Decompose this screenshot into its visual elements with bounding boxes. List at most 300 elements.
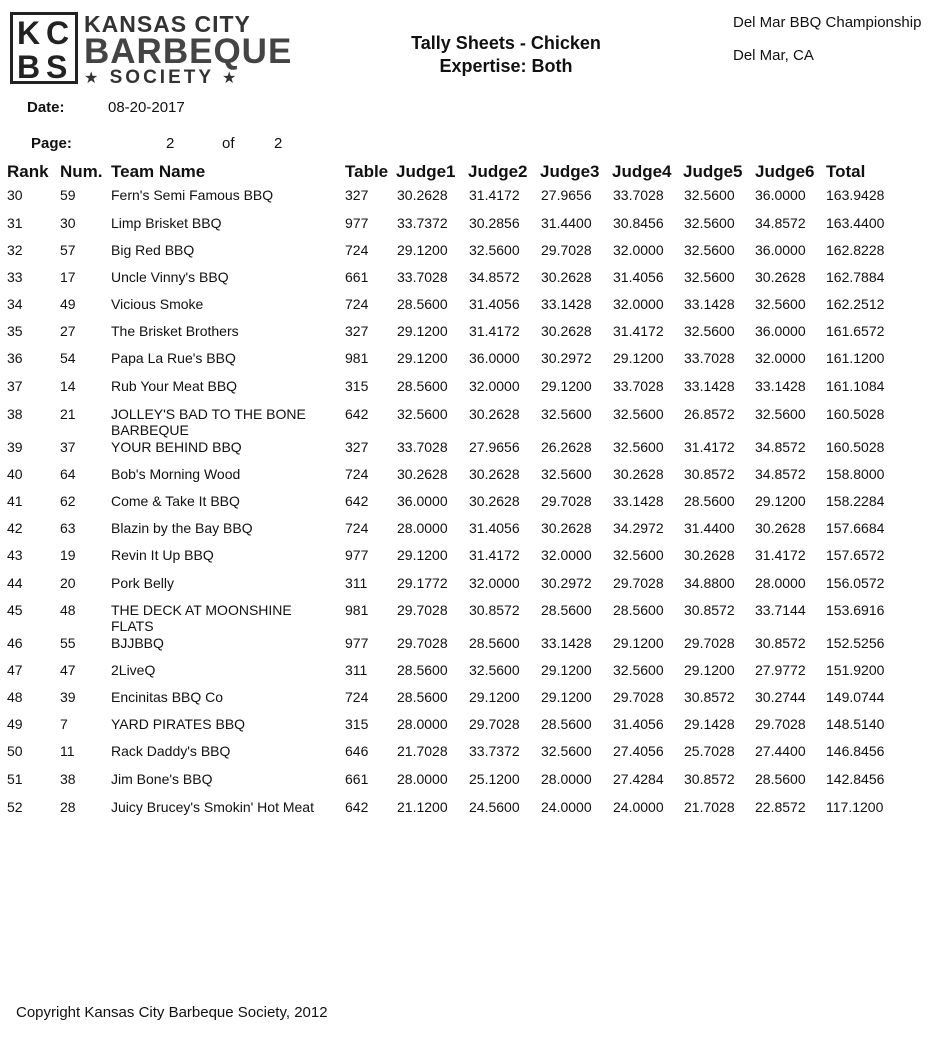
- judge2-cell: 24.5600: [469, 799, 520, 815]
- event-location: Del Mar, CA: [733, 47, 814, 64]
- judge5-cell: 33.1428: [684, 296, 735, 312]
- judge2-cell: 31.4172: [469, 547, 520, 563]
- judge3-cell: 33.1428: [541, 635, 592, 651]
- judge1-cell: 28.5600: [397, 378, 448, 394]
- num-cell: 63: [60, 520, 76, 536]
- rank-cell: 41: [7, 493, 23, 509]
- judge1-cell: 29.1200: [397, 547, 448, 563]
- judge6-cell: 29.1200: [755, 493, 806, 509]
- judge1-cell: 30.2628: [397, 466, 448, 482]
- judge4-cell: 29.1200: [613, 635, 664, 651]
- judge5-cell: 30.8572: [684, 466, 735, 482]
- judge3-cell: 24.0000: [541, 799, 592, 815]
- judge2-cell: 25.1200: [469, 771, 520, 787]
- table-cell: 661: [345, 771, 369, 787]
- judge2-cell: 29.7028: [469, 716, 520, 732]
- table-row: [0, 743, 950, 769]
- table-row: [0, 350, 950, 376]
- judge5-cell: 30.8572: [684, 689, 735, 705]
- judge3-cell: 30.2628: [541, 520, 592, 536]
- judge4-cell: 33.7028: [613, 187, 664, 203]
- judge2-cell: 32.0000: [469, 575, 520, 591]
- table-row: [0, 323, 950, 349]
- table-row: [0, 520, 950, 546]
- judge3-cell: 33.1428: [541, 296, 592, 312]
- num-cell: 55: [60, 635, 76, 651]
- judge4-cell: 30.8456: [613, 215, 664, 231]
- logo-line-2: BARBEQUE: [84, 32, 293, 71]
- table-row: [0, 771, 950, 797]
- logo-letter-c: C: [46, 15, 70, 51]
- team-name-cell: BJJBBQ: [111, 635, 164, 651]
- judge5-cell: 28.5600: [684, 493, 735, 509]
- table-cell: 661: [345, 269, 369, 285]
- judge3-cell: 30.2628: [541, 323, 592, 339]
- table-row: [0, 689, 950, 715]
- total-cell: 161.1200: [826, 350, 885, 366]
- team-name-cell: Bob's Morning Wood: [111, 466, 241, 482]
- judge1-cell: 36.0000: [397, 493, 448, 509]
- table-cell: 642: [345, 406, 369, 422]
- judge3-cell: 30.2972: [541, 350, 592, 366]
- num-cell: 49: [60, 296, 76, 312]
- column-header-rank: Rank: [7, 162, 49, 181]
- judge1-cell: 28.5600: [397, 296, 448, 312]
- judge1-cell: 28.5600: [397, 662, 448, 678]
- judge1-cell: 29.7028: [397, 602, 448, 618]
- judge2-cell: 31.4172: [469, 323, 520, 339]
- judge2-cell: 27.9656: [469, 439, 520, 455]
- column-header-judge1: Judge1: [396, 162, 456, 181]
- num-cell: 39: [60, 689, 76, 705]
- total-cell: 146.8456: [826, 743, 885, 759]
- column-header-num: Num.: [60, 162, 103, 181]
- rank-cell: 36: [7, 350, 23, 366]
- num-cell: 27: [60, 323, 76, 339]
- judge2-cell: 31.4056: [469, 520, 520, 536]
- team-name-cell: Big Red BBQ: [111, 242, 195, 258]
- judge6-cell: 33.1428: [755, 378, 806, 394]
- judge1-cell: 29.7028: [397, 635, 448, 651]
- table-cell: 311: [345, 575, 368, 591]
- team-name-cell: Rub Your Meat BBQ: [111, 378, 238, 394]
- judge4-cell: 32.5600: [613, 406, 664, 422]
- judge5-cell: 29.1200: [684, 662, 735, 678]
- judge6-cell: 31.4172: [755, 547, 806, 563]
- judge1-cell: 33.7372: [397, 215, 448, 231]
- judge5-cell: 21.7028: [684, 799, 735, 815]
- rank-cell: 46: [7, 635, 23, 651]
- table-row: [0, 215, 950, 241]
- judge2-cell: 33.7372: [469, 743, 520, 759]
- judge5-cell: 34.8800: [684, 575, 735, 591]
- judge5-cell: 31.4172: [684, 439, 735, 455]
- column-header-total: Total: [826, 162, 866, 181]
- table-cell: 977: [345, 547, 369, 563]
- judge2-cell: 32.0000: [469, 378, 520, 394]
- total-cell: 158.2284: [826, 493, 885, 509]
- logo-line-3: SOCIETY: [109, 67, 214, 88]
- page-total: 2: [274, 135, 283, 152]
- judge1-cell: 28.0000: [397, 520, 448, 536]
- judge1-cell: 21.7028: [397, 743, 448, 759]
- judge6-cell: 27.9772: [755, 662, 806, 678]
- table-cell: 977: [345, 635, 369, 651]
- judge2-cell: 31.4172: [469, 187, 520, 203]
- team-name-cell: Fern's Semi Famous BBQ: [111, 187, 274, 203]
- judge4-cell: 32.0000: [613, 242, 664, 258]
- rank-cell: 31: [7, 215, 23, 231]
- team-name-cell: Revin It Up BBQ: [111, 547, 214, 563]
- judge5-cell: 33.1428: [684, 378, 735, 394]
- table-cell: 327: [345, 323, 369, 339]
- judge4-cell: 32.5600: [613, 439, 664, 455]
- table-row: [0, 602, 950, 634]
- judge4-cell: 34.2972: [613, 520, 664, 536]
- num-cell: 38: [60, 771, 76, 787]
- judge2-cell: 30.8572: [469, 602, 520, 618]
- judge6-cell: 36.0000: [755, 242, 806, 258]
- table-row: [0, 716, 950, 742]
- column-header-judge6: Judge6: [755, 162, 815, 181]
- team-name-cell: Limp Brisket BBQ: [111, 215, 222, 231]
- judge4-cell: 32.5600: [613, 547, 664, 563]
- judge6-cell: 27.4400: [755, 743, 806, 759]
- judge6-cell: 32.5600: [755, 406, 806, 422]
- judge1-cell: 29.1200: [397, 323, 448, 339]
- judge3-cell: 32.5600: [541, 743, 592, 759]
- logo-letter-s: S: [46, 49, 68, 85]
- judge2-cell: 30.2856: [469, 215, 520, 231]
- judge4-cell: 32.5600: [613, 662, 664, 678]
- report-title: [350, 32, 662, 78]
- team-name-cell: YARD PIRATES BBQ: [111, 716, 246, 732]
- table-row: [0, 439, 950, 465]
- logo-letter-k: K: [17, 15, 41, 51]
- judge3-cell: 26.2628: [541, 439, 592, 455]
- table-cell: 724: [345, 520, 369, 536]
- judge3-cell: 29.7028: [541, 493, 592, 509]
- total-cell: 158.8000: [826, 466, 885, 482]
- judge6-cell: 30.2744: [755, 689, 806, 705]
- judge5-cell: 30.2628: [684, 547, 735, 563]
- judge4-cell: 29.1200: [613, 350, 664, 366]
- logo-letter-b: B: [17, 49, 41, 85]
- event-name: Del Mar BBQ Championship: [733, 14, 922, 31]
- report-title-line-2: Expertise: Both: [439, 56, 573, 76]
- total-cell: 152.5256: [826, 635, 885, 651]
- judge6-cell: 28.0000: [755, 575, 806, 591]
- judge4-cell: 32.0000: [613, 296, 664, 312]
- num-cell: 11: [60, 743, 75, 759]
- team-name-cell: Pork Belly: [111, 575, 175, 591]
- judge5-cell: 26.8572: [684, 406, 735, 422]
- rank-cell: 33: [7, 269, 23, 285]
- num-cell: 54: [60, 350, 76, 366]
- copyright-footer: Copyright Kansas City Barbeque Society, 2012: [16, 1004, 328, 1021]
- judge3-cell: 29.7028: [541, 242, 592, 258]
- judge1-cell: 29.1772: [397, 575, 448, 591]
- table-row: [0, 466, 950, 492]
- judge1-cell: 29.1200: [397, 350, 448, 366]
- judge6-cell: 36.0000: [755, 187, 806, 203]
- team-name-cell: THE DECK AT MOONSHINE FLATS: [111, 602, 292, 634]
- judge3-cell: 27.9656: [541, 187, 592, 203]
- judge5-cell: 29.7028: [684, 635, 735, 651]
- judge6-cell: 30.2628: [755, 520, 806, 536]
- star-icon: ★: [84, 70, 102, 87]
- team-name-cell: Jim Bone's BBQ: [111, 771, 213, 787]
- column-header-judge2: Judge2: [468, 162, 528, 181]
- total-cell: 160.5028: [826, 439, 885, 455]
- num-cell: 37: [60, 439, 76, 455]
- num-cell: 21: [60, 406, 76, 422]
- column-header-team-name: Team Name: [111, 162, 206, 181]
- judge5-cell: 32.5600: [684, 269, 735, 285]
- num-cell: 57: [60, 242, 76, 258]
- num-cell: 19: [60, 547, 76, 563]
- judge1-cell: 29.1200: [397, 242, 448, 258]
- judge5-cell: 30.8572: [684, 602, 735, 618]
- total-cell: 142.8456: [826, 771, 885, 787]
- judge4-cell: 29.7028: [613, 689, 664, 705]
- judge5-cell: 31.4400: [684, 520, 735, 536]
- table-row: [0, 575, 950, 601]
- judge4-cell: 24.0000: [613, 799, 664, 815]
- rank-cell: 39: [7, 439, 23, 455]
- num-cell: 17: [60, 269, 76, 285]
- table-row: [0, 242, 950, 268]
- judge2-cell: 28.5600: [469, 635, 520, 651]
- total-cell: 163.9428: [826, 187, 885, 203]
- judge2-cell: 32.5600: [469, 662, 520, 678]
- num-cell: 30: [60, 215, 76, 231]
- judge4-cell: 33.1428: [613, 493, 664, 509]
- judge3-cell: 29.1200: [541, 378, 592, 394]
- column-header-table: Table: [345, 162, 389, 181]
- total-cell: 149.0744: [826, 689, 885, 705]
- rank-cell: 43: [7, 547, 23, 563]
- logo-line-1: KANSAS CITY: [84, 11, 251, 37]
- rank-cell: 48: [7, 689, 23, 705]
- judge6-cell: 30.2628: [755, 269, 806, 285]
- page-of-label: of: [222, 135, 235, 152]
- table-cell: 981: [345, 602, 369, 618]
- judge5-cell: 33.7028: [684, 350, 735, 366]
- table-cell: 327: [345, 187, 369, 203]
- rank-cell: 30: [7, 187, 23, 203]
- judge3-cell: 29.1200: [541, 662, 592, 678]
- rank-cell: 34: [7, 296, 23, 312]
- judge6-cell: 32.0000: [755, 350, 806, 366]
- team-name-cell: Papa La Rue's BBQ: [111, 350, 236, 366]
- judge1-cell: 30.2628: [397, 187, 448, 203]
- total-cell: 157.6572: [826, 547, 885, 563]
- rank-cell: 49: [7, 716, 23, 732]
- judge4-cell: 33.7028: [613, 378, 664, 394]
- table-cell: 327: [345, 439, 369, 455]
- num-cell: 47: [60, 662, 76, 678]
- logo-wordmark: [84, 11, 293, 89]
- judge5-cell: 32.5600: [684, 323, 735, 339]
- team-name-cell: The Brisket Brothers: [111, 323, 239, 339]
- rank-cell: 44: [7, 575, 23, 591]
- judge1-cell: 32.5600: [397, 406, 448, 422]
- star-icon: ★: [221, 70, 240, 87]
- num-cell: 48: [60, 602, 76, 618]
- rank-cell: 32: [7, 242, 23, 258]
- table-row: [0, 296, 950, 322]
- table-cell: 981: [345, 350, 369, 366]
- table-cell: 311: [345, 662, 368, 678]
- table-row: [0, 662, 950, 688]
- total-cell: 161.1084: [826, 378, 885, 394]
- team-name-cell: Blazin by the Bay BBQ: [111, 520, 253, 536]
- total-cell: 162.2512: [826, 296, 885, 312]
- num-cell: 14: [60, 378, 76, 394]
- table-cell: 315: [345, 716, 369, 732]
- judge4-cell: 27.4284: [613, 771, 664, 787]
- table-cell: 315: [345, 378, 369, 394]
- rank-cell: 47: [7, 662, 23, 678]
- judge4-cell: 29.7028: [613, 575, 664, 591]
- report-title-line-1: Tally Sheets - Chicken: [411, 33, 601, 53]
- team-name-cell: Encinitas BBQ Co: [111, 689, 224, 705]
- judge4-cell: 31.4056: [613, 716, 664, 732]
- judge3-cell: 31.4400: [541, 215, 592, 231]
- total-cell: 151.9200: [826, 662, 885, 678]
- total-cell: 153.6916: [826, 602, 885, 618]
- rank-cell: 50: [7, 743, 23, 759]
- judge3-cell: 32.0000: [541, 547, 592, 563]
- judge2-cell: 32.5600: [469, 242, 520, 258]
- table-cell: 724: [345, 242, 369, 258]
- num-cell: 64: [60, 466, 76, 482]
- judge1-cell: 33.7028: [397, 439, 448, 455]
- rank-cell: 52: [7, 799, 23, 815]
- judge6-cell: 34.8572: [755, 215, 806, 231]
- page-label: Page:: [31, 135, 72, 152]
- total-cell: 162.7884: [826, 269, 885, 285]
- judge1-cell: 28.0000: [397, 716, 448, 732]
- judge1-cell: 21.1200: [397, 799, 448, 815]
- judge4-cell: 27.4056: [613, 743, 664, 759]
- table-cell: 977: [345, 215, 369, 231]
- judge3-cell: 28.5600: [541, 602, 592, 618]
- table-row: [0, 799, 950, 825]
- judge6-cell: 33.7144: [755, 602, 806, 618]
- judge5-cell: 30.8572: [684, 771, 735, 787]
- num-cell: 62: [60, 493, 76, 509]
- table-cell: 724: [345, 466, 369, 482]
- judge4-cell: 31.4056: [613, 269, 664, 285]
- rank-cell: 40: [7, 466, 23, 482]
- judge6-cell: 22.8572: [755, 799, 806, 815]
- total-cell: 161.6572: [826, 323, 885, 339]
- table-row: [0, 187, 950, 213]
- num-cell: 20: [60, 575, 76, 591]
- rank-cell: 42: [7, 520, 23, 536]
- num-cell: 28: [60, 799, 76, 815]
- table-row: [0, 493, 950, 519]
- total-cell: 156.0572: [826, 575, 885, 591]
- judge1-cell: 28.0000: [397, 771, 448, 787]
- judge4-cell: 30.2628: [613, 466, 664, 482]
- judge6-cell: 28.5600: [755, 771, 806, 787]
- judge2-cell: 36.0000: [469, 350, 520, 366]
- column-header-judge3: Judge3: [540, 162, 600, 181]
- total-cell: 160.5028: [826, 406, 885, 422]
- team-name-cell: Come & Take It BBQ: [111, 493, 240, 509]
- date-label: Date:: [27, 99, 65, 116]
- table-cell: 724: [345, 689, 369, 705]
- judge3-cell: 28.5600: [541, 716, 592, 732]
- table-row: [0, 635, 950, 661]
- judge6-cell: 30.8572: [755, 635, 806, 651]
- total-cell: 148.5140: [826, 716, 885, 732]
- judge3-cell: 28.0000: [541, 771, 592, 787]
- judge3-cell: 29.1200: [541, 689, 592, 705]
- kcbs-logo: [10, 11, 293, 88]
- table-cell: 642: [345, 799, 369, 815]
- table-cell: 724: [345, 296, 369, 312]
- team-name-cell: Rack Daddy's BBQ: [111, 743, 231, 759]
- judge2-cell: 30.2628: [469, 466, 520, 482]
- rank-cell: 37: [7, 378, 23, 394]
- judge2-cell: 30.2628: [469, 406, 520, 422]
- total-cell: 162.8228: [826, 242, 885, 258]
- page-number: 2: [166, 135, 175, 152]
- num-cell: 7: [60, 716, 68, 732]
- judge5-cell: 32.5600: [684, 242, 735, 258]
- date-value: 08-20-2017: [108, 99, 185, 116]
- judge6-cell: 34.8572: [755, 466, 806, 482]
- judge3-cell: 32.5600: [541, 406, 592, 422]
- judge6-cell: 34.8572: [755, 439, 806, 455]
- judge4-cell: 31.4172: [613, 323, 664, 339]
- judge5-cell: 29.1428: [684, 716, 735, 732]
- judge6-cell: 36.0000: [755, 323, 806, 339]
- judge3-cell: 30.2972: [541, 575, 592, 591]
- judge2-cell: 31.4056: [469, 296, 520, 312]
- team-name-cell: JOLLEY'S BAD TO THE BONE BARBEQUE: [111, 406, 306, 438]
- team-name-cell: Vicious Smoke: [111, 296, 204, 312]
- judge2-cell: 30.2628: [469, 493, 520, 509]
- rank-cell: 35: [7, 323, 23, 339]
- kcbs-logo-mark: [10, 12, 78, 84]
- logo-line-3-wrap: [84, 68, 284, 89]
- judge5-cell: 32.5600: [684, 215, 735, 231]
- table-cell: 646: [345, 743, 369, 759]
- total-cell: 157.6684: [826, 520, 885, 536]
- judge5-cell: 25.7028: [684, 743, 735, 759]
- table-row: [0, 269, 950, 295]
- team-name-cell: 2LiveQ: [111, 662, 156, 678]
- judge2-cell: 29.1200: [469, 689, 520, 705]
- rank-cell: 45: [7, 602, 23, 618]
- rank-cell: 38: [7, 406, 23, 422]
- team-name-cell: YOUR BEHIND BBQ: [111, 439, 242, 455]
- judge6-cell: 29.7028: [755, 716, 806, 732]
- judge2-cell: 34.8572: [469, 269, 520, 285]
- judge5-cell: 32.5600: [684, 187, 735, 203]
- total-cell: 163.4400: [826, 215, 885, 231]
- column-header-judge4: Judge4: [612, 162, 672, 181]
- total-cell: 117.1200: [826, 799, 884, 815]
- table-row: [0, 378, 950, 404]
- judge3-cell: 30.2628: [541, 269, 592, 285]
- table-cell: 642: [345, 493, 369, 509]
